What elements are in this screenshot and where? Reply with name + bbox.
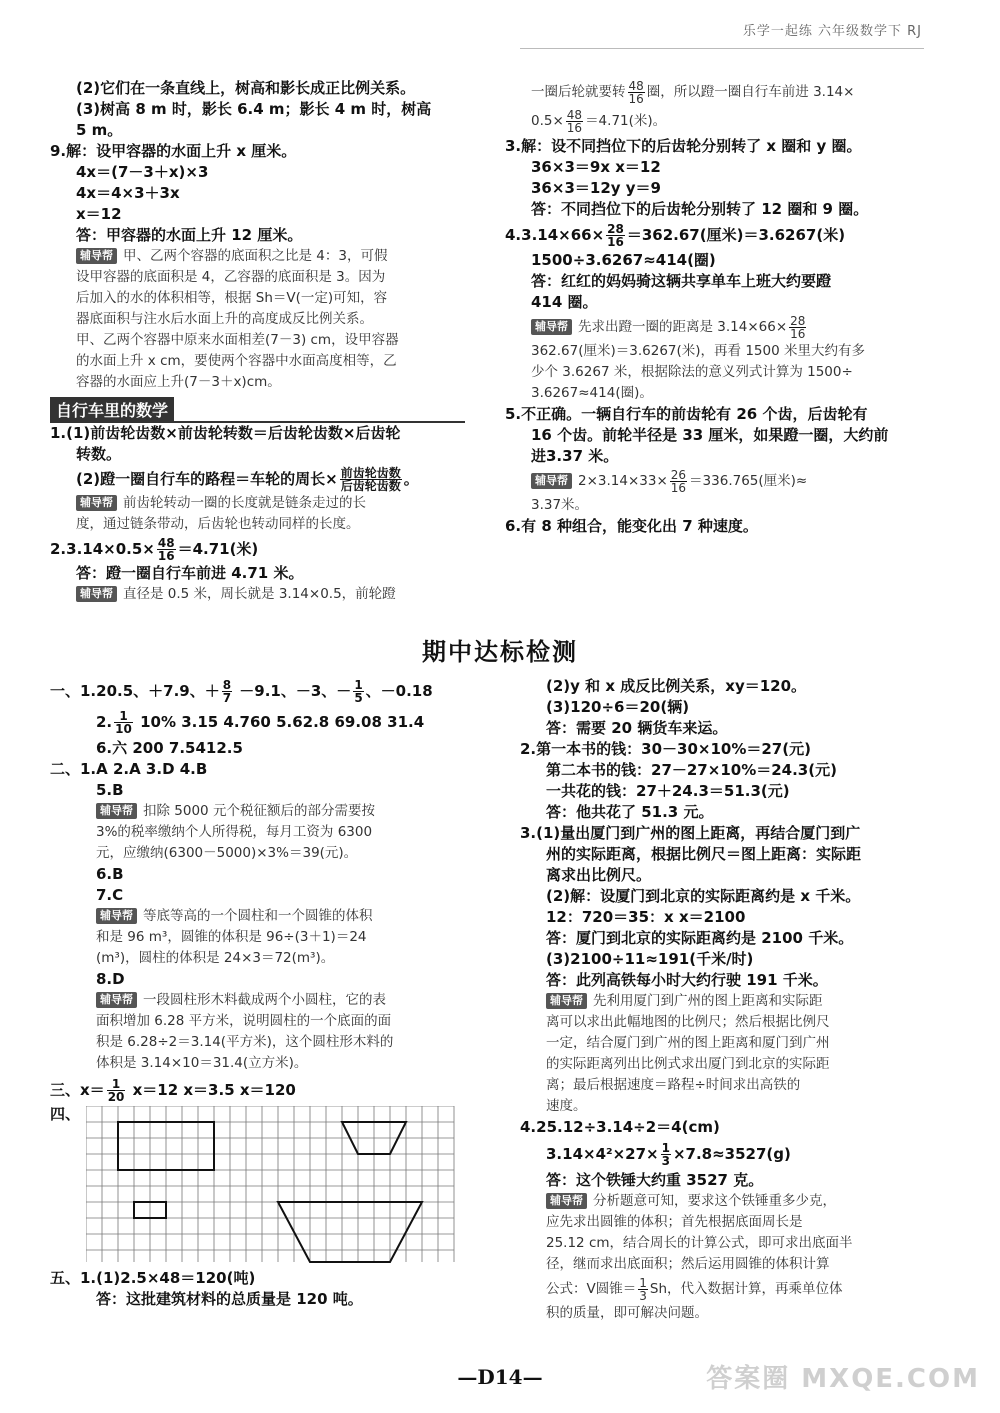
- hint-line: 积是 6.28÷2＝3.14(平方米)，这个圆柱形木料的: [96, 1034, 394, 1050]
- hint-line: 辅导帮 先求出蹬一圈的距离是 3.14×66× $\frac{28}{16}$: [505, 313, 925, 341]
- answer-line: 二、1.A 2.A 3.D 4.B: [50, 760, 208, 778]
- hint-tag: 辅导帮: [76, 248, 117, 264]
- hint-line: 3.6267≈414(圈)。: [531, 385, 653, 401]
- hint-line: 速度。: [546, 1098, 587, 1114]
- answer-line: 16 个齿。前轮半径是 33 厘米，如果蹬一圈，大约前: [531, 426, 889, 444]
- fraction: $\frac{\text{前齿轮齿数}}{\text{后齿轮齿数}}$: [340, 466, 401, 493]
- hint-tag: 辅导帮: [546, 1193, 587, 1209]
- equation-line: 36×3＝12y y＝9: [531, 179, 661, 197]
- answer-line: 进3.37 米。: [531, 447, 619, 465]
- hint-line: 辅导帮 前齿轮转动一圈的长度就是链条走过的长: [50, 493, 475, 514]
- answer-line: 5.B: [96, 781, 124, 799]
- trapezoid-shape-large: [278, 1202, 422, 1262]
- hint-line: 辅导帮 等底等高的一个圆柱和一个圆锥的体积: [50, 906, 490, 927]
- hint-line: 离可以求出此幅地图的比例尺；然后根据比例尺: [546, 1014, 830, 1030]
- hint-line: 容器的水面应上升(7－3＋x)cm。: [76, 374, 281, 390]
- fraction: $\frac{1}{5}$: [354, 678, 363, 705]
- hint-line: 应先求出圆锥的体积；首先根据底面周长是: [546, 1214, 803, 1230]
- hint-line: 一定，结合厦门到广州的图上距离和厦门到广州: [546, 1035, 830, 1051]
- answer-line: 3.解：设不同挡位下的后齿轮分别转了 x 圈和 y 圈。: [505, 137, 862, 155]
- answer-line: 6.六 200 7.5412.5: [96, 739, 243, 757]
- fraction: $\frac{1}{3}$: [661, 1141, 670, 1168]
- equation-line: 1500÷3.6267≈414(圈): [531, 251, 716, 269]
- hint-line: 一圈后轮就要转 $\frac{48}{16}$ 圈，所以蹬一圈自行车前进 3.14×: [531, 78, 855, 106]
- hint-tag: 辅导帮: [531, 319, 572, 335]
- hint-tag: 辅导帮: [96, 803, 137, 819]
- hint-line: 辅导帮 先利用厦门到广州的图上距离和实际距: [520, 991, 930, 1012]
- hint-line: 设甲容器的底面积是 4，乙容器的底面积是 3。因为: [76, 269, 386, 285]
- fraction: $\frac{8}{7}$: [222, 678, 232, 705]
- answer-line: 第二本书的钱：27－27×10%＝24.3(元): [546, 761, 837, 779]
- answer-line: 6.B: [96, 865, 124, 883]
- fraction: $\frac{48}{16}$: [628, 78, 644, 106]
- hint-line: 元，应缴纳(6300－5000)×3%＝39(元)。: [96, 845, 358, 861]
- answer-line: (3)120÷6＝20(辆): [546, 698, 690, 716]
- equation-line: 4x＝4×3＋3x: [76, 184, 180, 202]
- answer-line: 答：不同挡位下的后齿轮分别转了 12 圈和 9 圈。: [531, 200, 869, 218]
- answer-line: 5 m。: [76, 121, 123, 139]
- question-number: 四、: [50, 1105, 81, 1123]
- answer-line: 答：需要 20 辆货车来运。: [546, 719, 728, 737]
- section-title: 期中达标检测: [422, 637, 578, 666]
- answer-line: 一、1.20.5、＋7.9、＋ $\frac{8}{7}$ －9.1、－3、－ $\frac{1}{5}$ 、－0.18: [50, 678, 433, 705]
- fraction: $\frac{1}{20}$: [107, 1077, 125, 1104]
- answer-line: 离求出比例尺。: [546, 866, 652, 884]
- answer-line: 5.不正确。一辆自行车的前齿轮有 26 个齿，后齿轮有: [505, 405, 868, 423]
- hint-line: 积的质量，即可解决问题。: [546, 1305, 708, 1321]
- hint-line: 辅导帮 甲、乙两个容器的底面积之比是 4：3，可假: [50, 246, 475, 267]
- answer-line: (2)解：设厦门到北京的实际距离约是 x 千米。: [546, 887, 861, 905]
- answer-line: (3)树高 8 m 时，影长 6.4 m；影长 4 m 时，树高: [76, 100, 432, 118]
- hint-line: 的水面上升 x cm，要使两个容器中水面高度相等，乙: [76, 353, 397, 369]
- hint-line: 和是 96 m³，圆锥的体积是 96÷(3＋1)＝24: [96, 929, 367, 945]
- fraction: $\frac{1}{10}$: [115, 709, 132, 736]
- answer-line: 答：他共花了 51.3 元。: [546, 803, 714, 821]
- answer-line: 答：此列高铁每小时大约行驶 191 千米。: [546, 971, 828, 989]
- answer-line: 7.C: [96, 886, 124, 904]
- equation-line: 12：720＝35：x x＝2100: [546, 908, 746, 926]
- answer-line: 答：红红的妈妈骑这辆共享单车上班大约要蹬: [531, 272, 832, 290]
- fraction: $\frac{28}{16}$: [790, 313, 806, 341]
- hint-line: 甲、乙两个容器中原来水面相差(7－3) cm，设甲容器: [76, 332, 399, 348]
- hint-line: 离；最后根据速度＝路程÷时间求出高铁的: [546, 1077, 801, 1093]
- answer-line: 三、x＝ $\frac{1}{20}$ x＝12 x＝3.5 x＝120: [50, 1077, 296, 1104]
- answer-line: 州的实际距离，根据比例尺＝图上距离：实际距: [546, 845, 862, 863]
- hint-line: 后加入的水的体积相等，根据 Sh＝V(一定)可知，容: [76, 290, 388, 306]
- answer-line: 一共花的钱：27＋24.3＝51.3(元): [546, 782, 790, 800]
- answer-line: 4.25.12÷3.14÷2＝4(cm): [520, 1118, 720, 1136]
- drawing-grid: [86, 1106, 466, 1264]
- answer-line: 414 圈。: [531, 293, 598, 311]
- hint-tag: 辅导帮: [76, 586, 117, 602]
- hint-tag: 辅导帮: [96, 992, 137, 1008]
- right-bottom-column: [520, 676, 930, 1324]
- hint-tag: 辅导帮: [76, 495, 117, 511]
- answer-line: 答：蹬一圈自行车前进 4.71 米。: [76, 564, 304, 582]
- answer-line: (2)y 和 x 成反比例关系，xy＝120。: [546, 677, 807, 695]
- answer-line: 3.(1)量出厦门到广州的图上距离，再结合厦门到广: [520, 824, 861, 842]
- answer-line: 2. $\frac{1}{10}$ 10% 3.15 4.760 5.62.8 69.08 31.4: [96, 709, 425, 736]
- hint-line: 辅导帮 一段圆柱形木料截成两个小圆柱，它的表: [50, 990, 490, 1011]
- answer-line: 答：这个铁锤大约重 3527 克。: [546, 1171, 764, 1189]
- formula-line: 3.14×4²×27× $\frac{1}{3}$ ×7.8≈3527(g): [546, 1141, 791, 1168]
- header-rule: [520, 48, 924, 49]
- page-number: —D14—: [457, 1365, 543, 1389]
- equation-line: 36×3＝9x x＝12: [531, 158, 661, 176]
- fraction: $\frac{1}{3}$: [639, 1275, 647, 1303]
- hint-line: 辅导帮 直径是 0.5 米，周长就是 3.14×0.5，前轮蹬: [50, 584, 475, 605]
- hint-line: 器底面积与注水后水面上升的高度成反比例关系。: [76, 311, 373, 327]
- hint-line: 公式：V圆锥＝ $\frac{1}{3}$ Sh，代入数据计算，再乘单位体: [546, 1275, 843, 1303]
- fraction: $\frac{48}{16}$: [157, 536, 175, 563]
- answer-line: (2)它们在一条直线上，树高和影长成正比例关系。: [76, 79, 416, 97]
- formula-line: 4.3.14×66× $\frac{28}{16}$ ＝362.67(厘米)＝3.6267(米): [505, 222, 846, 249]
- watermark: 答案圈 MXQE.COM: [706, 1364, 980, 1394]
- fraction: $\frac{26}{16}$: [670, 467, 687, 495]
- hint-tag: 辅导帮: [96, 908, 137, 924]
- answer-line: 8.D: [96, 970, 125, 988]
- equation-line: x＝12: [76, 205, 122, 223]
- hint-line: 少个 3.6267 米，根据除法的意义列式计算为 1500÷: [531, 364, 853, 380]
- hint-line: 0.5× $\frac{48}{16}$ ＝4.71(米)。: [531, 107, 667, 135]
- answer-line: 答：甲容器的水面上升 12 厘米。: [76, 226, 303, 244]
- fraction: $\frac{28}{16}$: [607, 222, 624, 249]
- hint-line: 25.12 cm，结合周长的计算公式，即可求出底面半: [546, 1235, 853, 1251]
- right-top-column: [505, 78, 925, 537]
- left-top-column: [50, 78, 475, 605]
- grid-question: [50, 1106, 490, 1268]
- hint-line: 的实际距离列出比例式求出厦门到北京的实际距: [546, 1056, 830, 1072]
- hint-line: (m³)，圆柱的体积是 24×3＝72(m³)。: [96, 950, 335, 966]
- hint-line: 面积增加 6.28 平方米，说明圆柱的一个底面的面: [96, 1013, 392, 1029]
- hint-line: 度，通过链条带动，后齿轮也转动同样的长度。: [76, 516, 360, 532]
- hint-line: 径，继而求出底面积；然后运用圆锥的体积计算: [546, 1256, 830, 1272]
- answer-line: 五、1.(1)2.5×48＝120(吨): [50, 1269, 256, 1287]
- answer-line: 1.(1)前齿轮齿数×前齿轮转数＝后齿轮齿数×后齿轮: [50, 424, 401, 442]
- hint-line: 辅导帮 扣除 5000 元个税征额后的部分需要按: [50, 801, 490, 822]
- answer-line: 转数。: [76, 445, 122, 463]
- left-bottom-column: [50, 676, 490, 1310]
- hint-line: 362.67(厘米)＝3.6267(米)，再看 1500 米里大约有多: [531, 343, 865, 359]
- fraction: $\frac{48}{16}$: [566, 107, 583, 135]
- answer-line: (3)2100÷11≈191(千米/时): [546, 950, 754, 968]
- hint-tag: 辅导帮: [546, 993, 587, 1009]
- answer-line: 答：厦门到北京的实际距离约是 2100 千米。: [546, 929, 854, 947]
- hint-line: 3.37米。: [531, 497, 589, 513]
- formula-line: 2.3.14×0.5× $\frac{48}{16}$ ＝4.71(米): [50, 536, 259, 563]
- section-heading: 自行车里的数学: [50, 397, 174, 422]
- hint-line: 辅导帮 分析题意可知，要求这个铁锤重多少克，: [520, 1191, 930, 1212]
- answer-line: 6.有 8 种组合，能变化出 7 种速度。: [505, 517, 758, 535]
- answer-line: 9.解：设甲容器的水面上升 x 厘米。: [50, 142, 297, 160]
- hint-line: 体积是 3.14×10＝31.4(立方米)。: [96, 1055, 308, 1071]
- answer-line: 答：这批建筑材料的总质量是 120 吨。: [96, 1290, 363, 1308]
- formula-line: (2)蹬一圈自行车的路程＝车轮的周长× $\frac{\text{前齿轮齿数}}{\text{后齿轮齿数}}$ 。: [76, 466, 419, 493]
- hint-line: 3%的税率缴纳个人所得税，每月工资为 6300: [96, 824, 373, 840]
- answer-line: 2.第一本书的钱：30－30×10%＝27(元): [520, 740, 811, 758]
- hint-tag: 辅导帮: [531, 473, 572, 489]
- hint-line: 辅导帮 2×3.14×33× $\frac{26}{16}$ ＝336.765(厘米)≈: [505, 467, 925, 495]
- running-header: 乐学一起练 六年级数学下 RJ: [742, 24, 922, 39]
- equation-line: 4x＝(7－3＋x)×3: [76, 163, 209, 181]
